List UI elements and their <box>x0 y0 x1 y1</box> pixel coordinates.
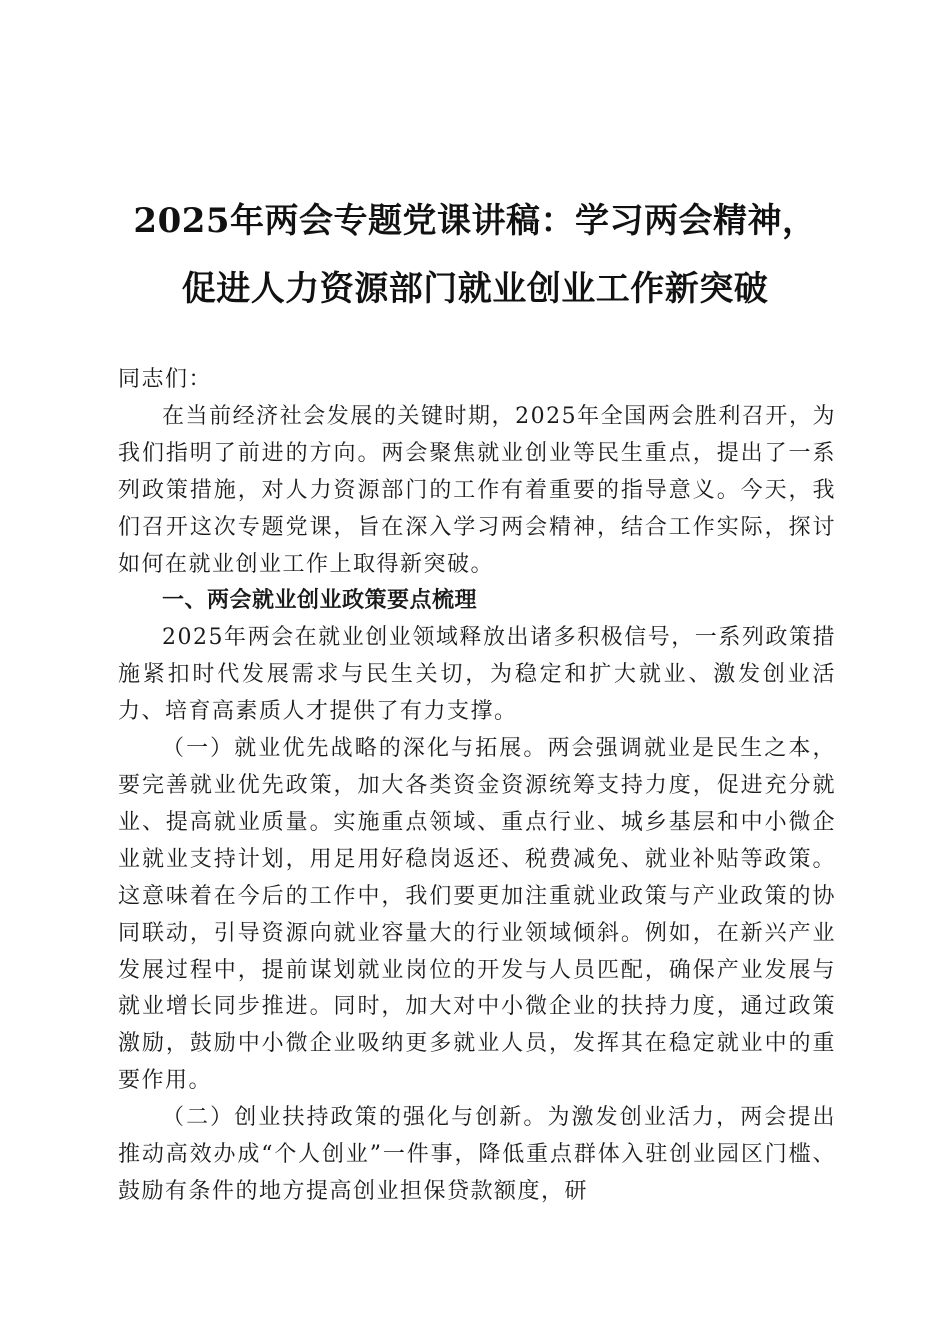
document-body <box>118 362 836 1211</box>
document-title-line-1: 2025年两会专题党课讲稿：学习两会精神， <box>133 201 817 241</box>
subsection-1-paragraph <box>118 731 836 1100</box>
subsection-2-body: 为激发创业活力，两会提出推动高效办成“个人创业”一件事，降低重点群体入驻创业园区门槛、鼓励有条件的地方提高创业担保贷款额度，研 <box>118 1105 836 1204</box>
salutation: 同志们： <box>118 367 213 392</box>
document-title-line-2: 促进人力资源部门就业创业工作新突破 <box>181 269 769 309</box>
subsection-2-heading: （二）创业扶持政策的强化与创新。 <box>162 1105 548 1131</box>
section-1-heading: 一、两会就业创业政策要点梳理 <box>162 588 478 614</box>
intro-paragraph: 在当前经济社会发展的关键时期，2025年全国两会胜利召开，为我们指明了前进的方向。两会聚焦就业创业等民生重点，提出了一系列政策措施，对人力资源部门的工作有着重要的指导意义。今天，我们召开这次专题党课，旨在深入学习两会精神，结合工作实际，探讨如何在就业创业工作上取得新突破。 <box>118 403 836 577</box>
section-1-intro-paragraph: 2025年两会在就业创业领域释放出诸多积极信号，一系列政策措施紧扣时代发展需求与民生关切，为稳定和扩大就业、激发创业活力、培育高素质人才提供了有力支撑。 <box>118 625 836 725</box>
subsection-1-heading: （一）就业优先战略的深化与拓展。 <box>162 736 548 762</box>
subsection-1-body: 两会强调就业是民生之本，要完善就业优先政策，加大各类资金资源统筹支持力度，促进充分就业、提高就业质量。实施重点领域、重点行业、城乡基层和中小微企业就业支持计划，用足用好稳岗返还、税费减免、就业补贴等政策。这意味着在今后的工作中，我们要更加注重就业政策与产业政策的协同联动，引导资源向就业容量大的行业领域倾斜。例如，在新兴产业发展过程中，提前谋划就业岗位的开发与人员匹配，确保产业发展与就业增长同步推进。同时，加大对中小微企业的扶持力度，通过政策激励，鼓励中小微企业吸纳更多就业人员，发挥其在稳定就业中的重要作用。 <box>118 736 836 1094</box>
subsection-2-paragraph <box>118 1100 836 1211</box>
